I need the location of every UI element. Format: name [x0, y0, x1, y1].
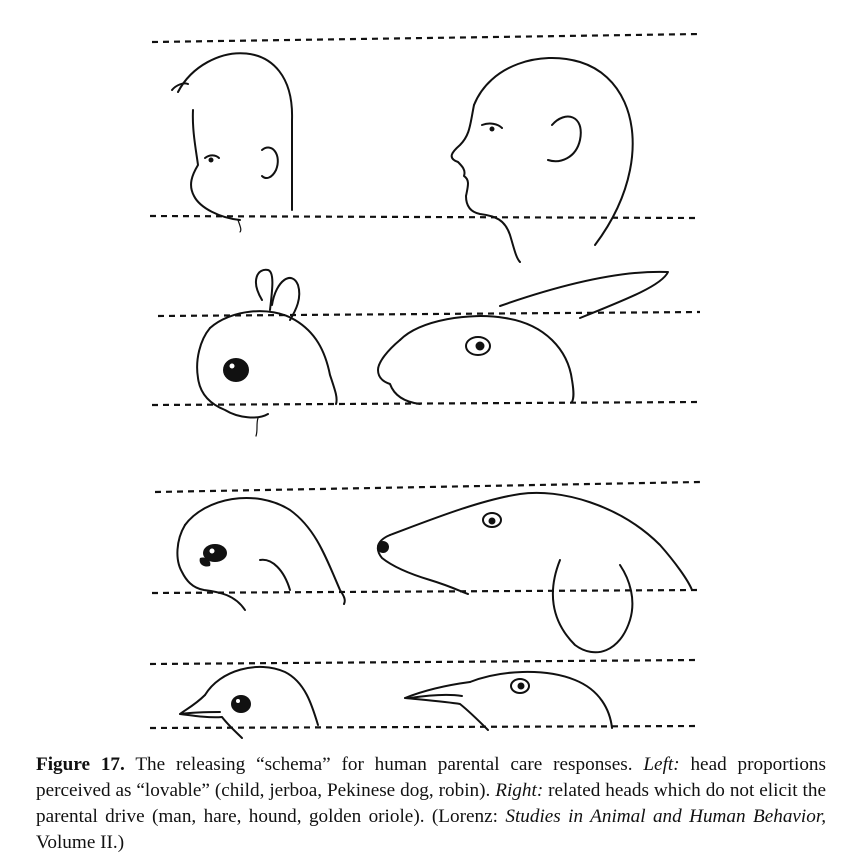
- hound-head-drawing: [377, 493, 692, 652]
- caption-left-label: Left:: [643, 754, 680, 775]
- pekinese-head-drawing: [177, 498, 344, 610]
- caption-book-title: Studies in Animal and Human Behavior,: [505, 806, 826, 827]
- caption-right-label: Right:: [495, 780, 544, 801]
- caption-text-2: head proportions perceived as “lovable” (child, jerboa, Pekinese dog, robin).: [36, 754, 826, 801]
- guide-line: [152, 402, 700, 405]
- row-robin-oriole: [150, 660, 700, 738]
- guide-line: [150, 660, 700, 664]
- guide-line: [152, 34, 700, 42]
- row-jerboa-hare: [152, 270, 700, 436]
- figure-label: Figure 17.: [36, 754, 125, 775]
- guide-line: [152, 590, 700, 593]
- caption-text-3: related heads which do not elicit the parental drive (man, hare, hound, golden oriole). (Lorenz:: [36, 780, 826, 827]
- man-head-drawing: [452, 58, 633, 262]
- jerboa-head-drawing: [197, 270, 336, 436]
- hare-head-drawing: [378, 272, 668, 404]
- caption-text-4: Volume II.): [36, 832, 125, 853]
- caption-text-1: The releasing “schema” for human parental care responses.: [124, 754, 644, 775]
- child-head-drawing: [172, 53, 292, 232]
- figure-caption: [36, 752, 826, 856]
- row-child-man: [150, 34, 700, 262]
- guide-line: [155, 482, 700, 492]
- row-pekinese-hound: [152, 482, 700, 652]
- oriole-head-drawing: [405, 672, 612, 730]
